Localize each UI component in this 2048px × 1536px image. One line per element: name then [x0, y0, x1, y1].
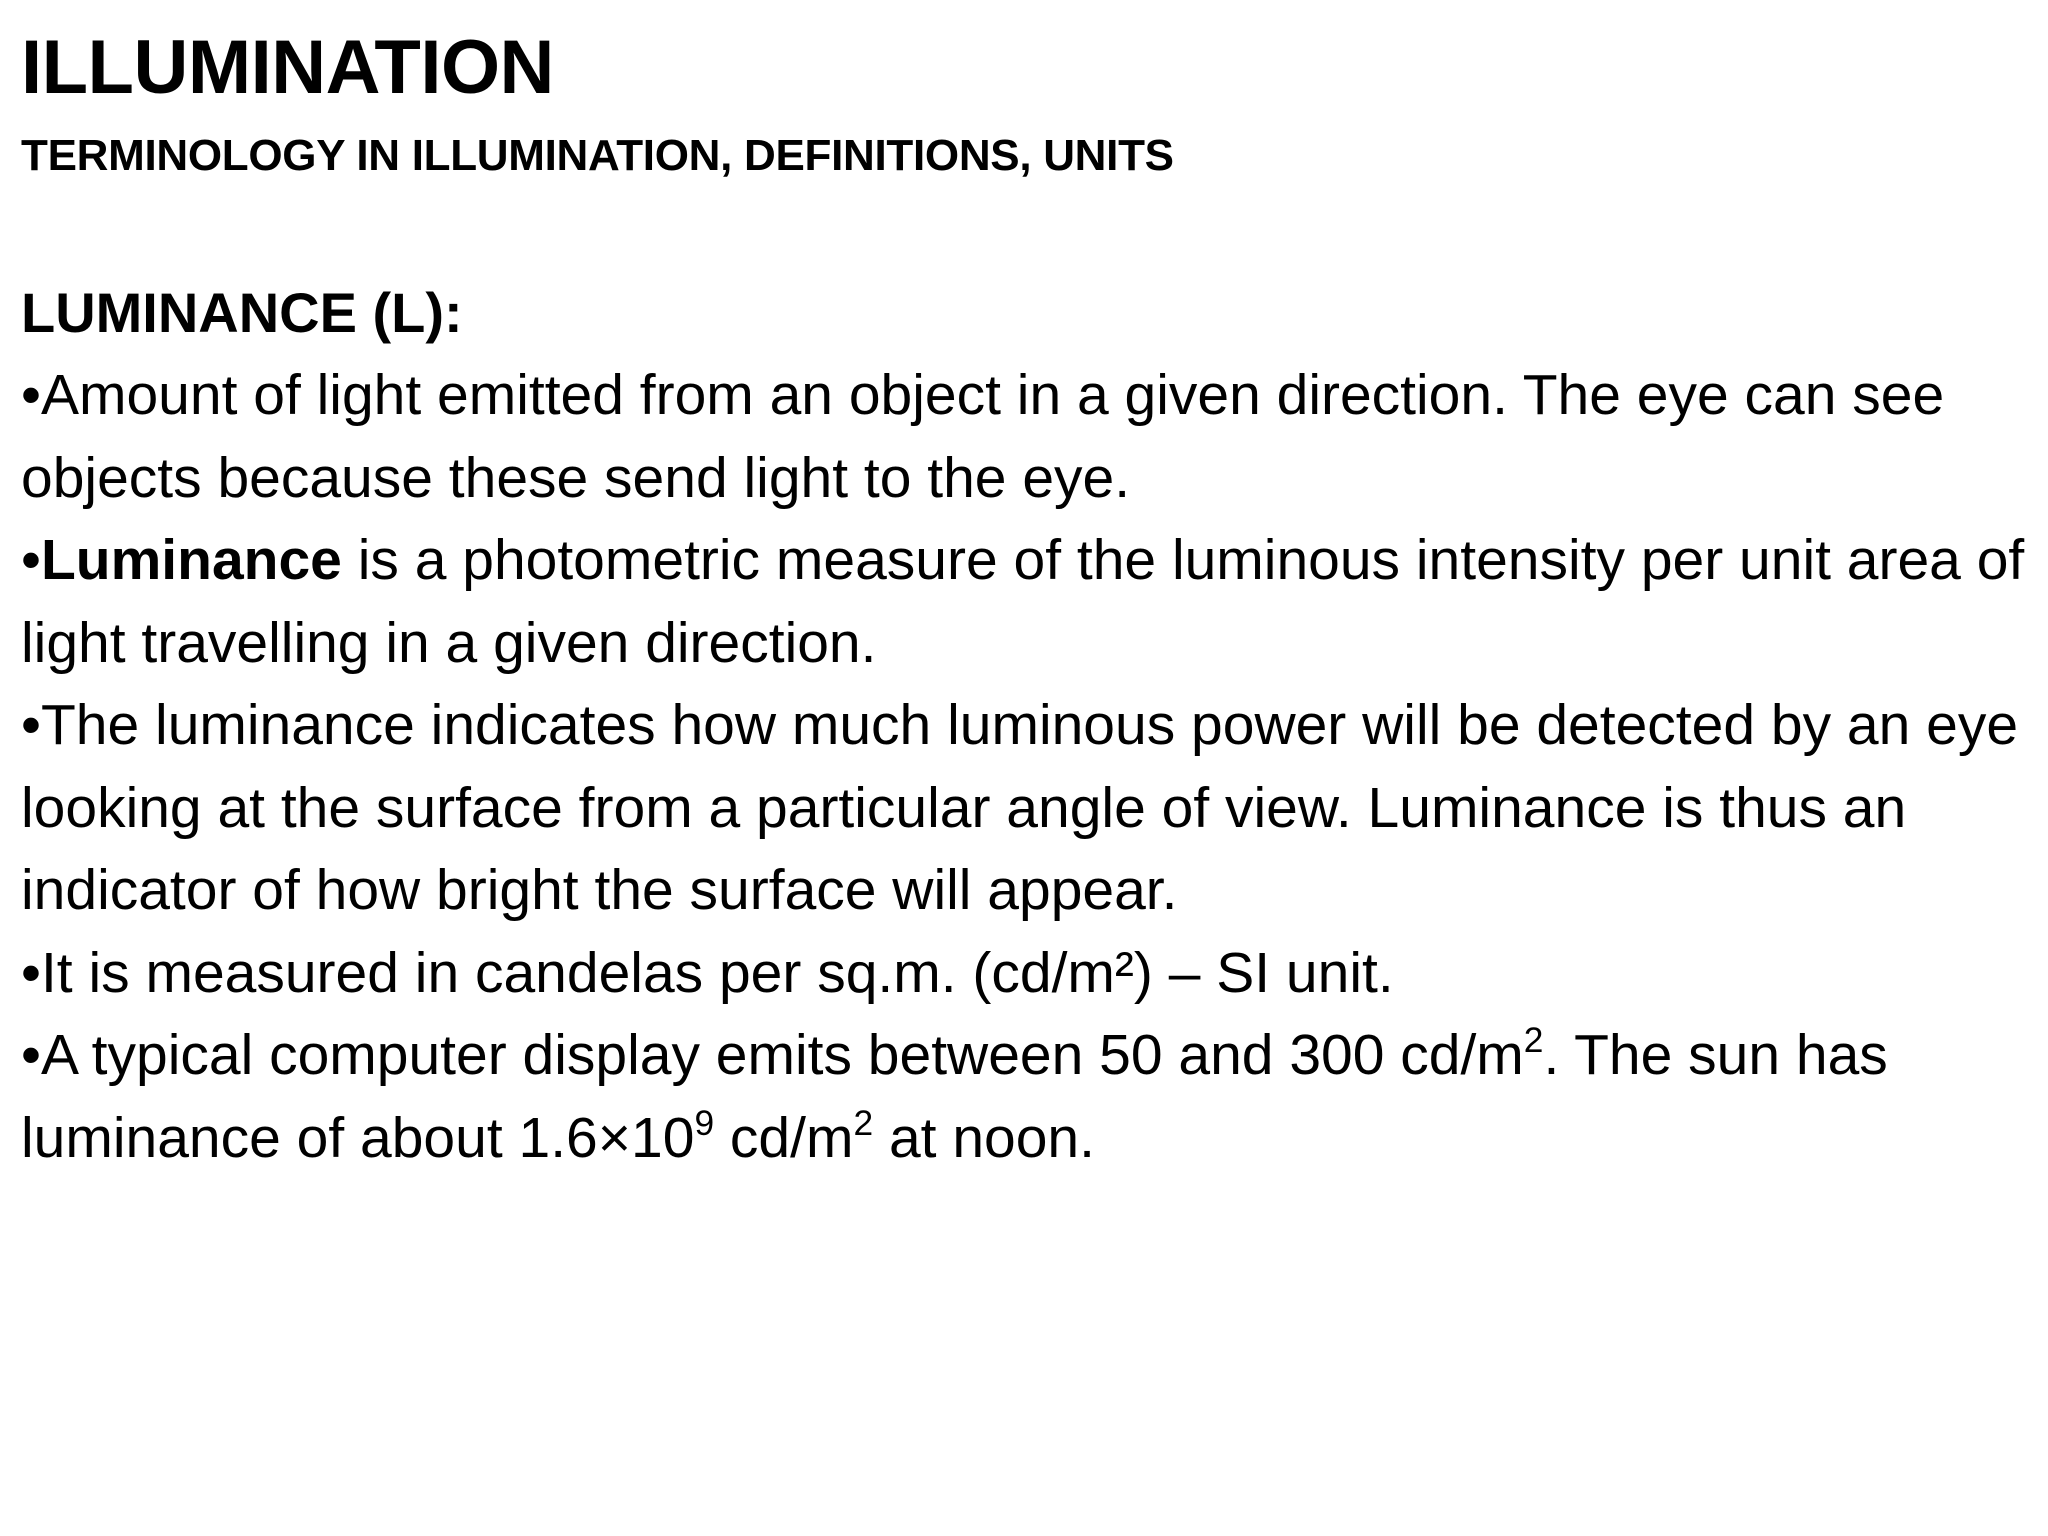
bullet-text: Amount of light emitted from an object in a given direction. The eye can see objects because these send light to the eye.: [21, 363, 1945, 510]
bullet-text-part: cd/m: [714, 1105, 854, 1170]
bullet-term: Luminance: [40, 528, 342, 592]
bullet-item: [21, 684, 2031, 932]
superscript: 2: [853, 1103, 874, 1143]
bullet-marker: •: [21, 693, 41, 757]
bullet-list: [21, 354, 2031, 1179]
superscript: 9: [694, 1103, 715, 1143]
luminance-section: [21, 272, 2031, 1179]
bullet-item: [21, 1014, 2031, 1179]
section-heading: LUMINANCE (L):: [21, 281, 463, 344]
bullet-item: [21, 354, 2031, 519]
bullet-item: [21, 932, 2031, 1015]
bullet-marker: •: [21, 940, 41, 1005]
bullet-text: The luminance indicates how much luminous power will be detected by an eye looking at the surface from a particular angle of view. Luminance is thus an indicator of how bright the surface will appear.: [21, 693, 2019, 922]
bullet-text: It is measured in candelas per sq.m. (cd/m²) – SI unit.: [40, 940, 1394, 1005]
superscript: 2: [1523, 1021, 1544, 1061]
bullet-text-part: at noon.: [873, 1105, 1095, 1170]
slide-title: ILLUMINATION: [21, 25, 554, 110]
bullet-item: [21, 519, 2031, 684]
bullet-text: is a photometric measure of the luminous intensity per unit area of light travelling in a given direction.: [21, 528, 2025, 675]
bullet-text-part: . The sun has luminance of about 1.6×10: [21, 1023, 1888, 1170]
slide-subtitle: TERMINOLOGY IN ILLUMINATION, DEFINITIONS, UNITS: [21, 131, 1174, 180]
bullet-marker: •: [21, 1023, 41, 1087]
bullet-text-part: A typical computer display emits between 50 and 300 cd/m: [40, 1023, 1524, 1087]
bullet-marker: •: [21, 363, 41, 427]
bullet-marker: •: [21, 528, 41, 592]
